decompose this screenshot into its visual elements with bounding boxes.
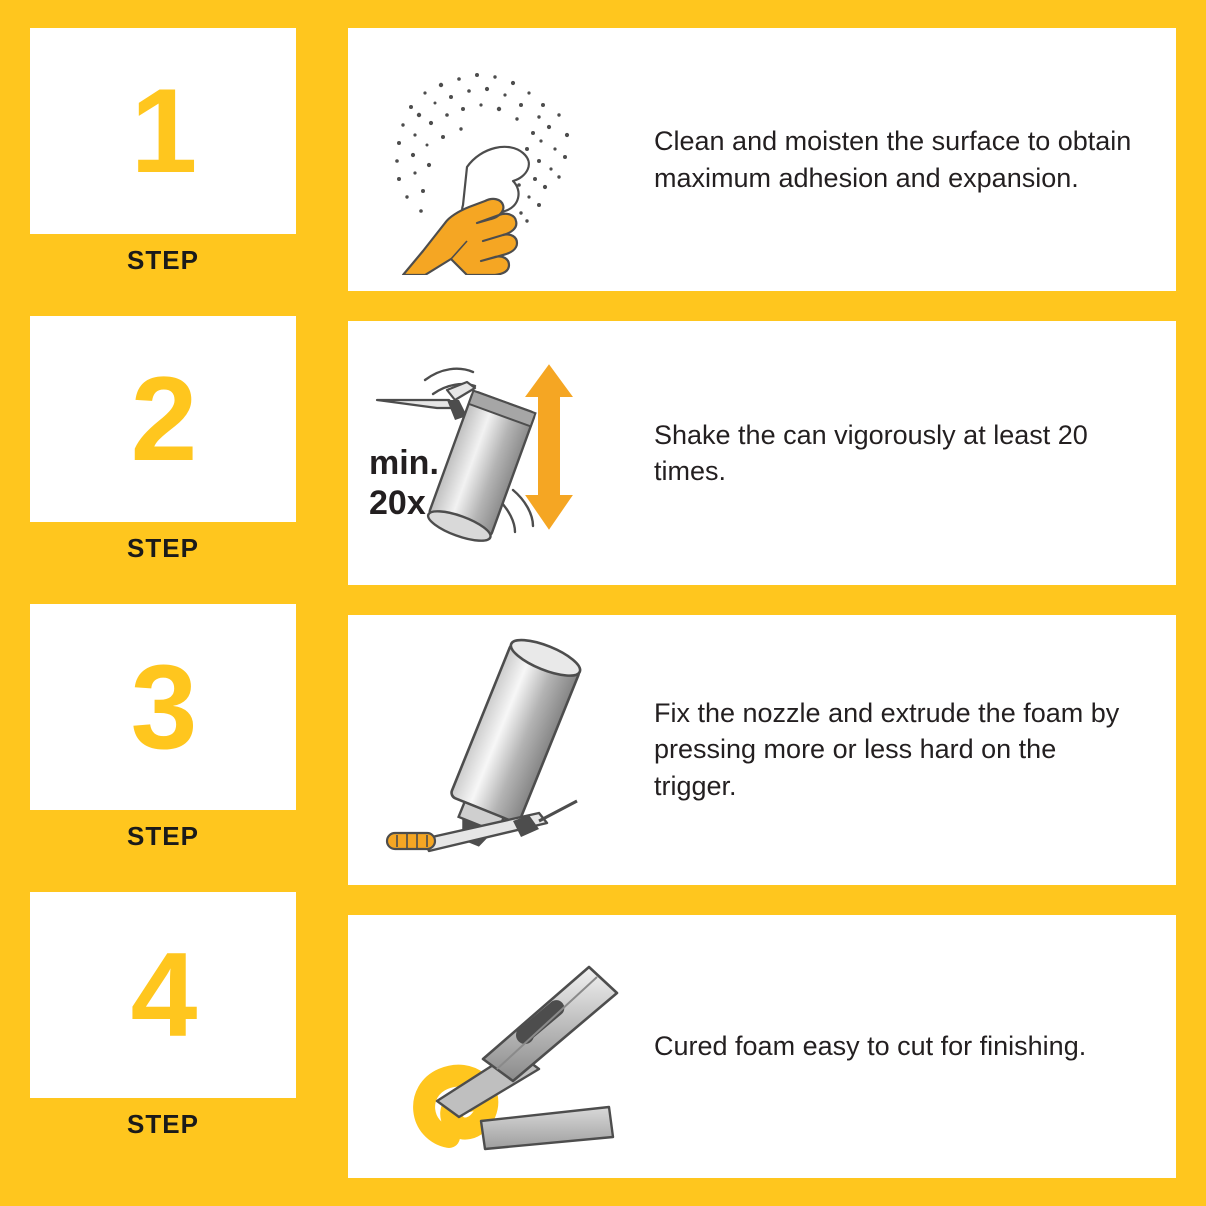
illustration-1 bbox=[358, 38, 648, 281]
instruction-card-2 bbox=[348, 321, 1176, 584]
step-label-4: STEP bbox=[30, 1098, 296, 1150]
instruction-text-2: Shake the can vigorously at least 20 times. bbox=[654, 419, 1088, 486]
annotation-20x: 20x bbox=[369, 483, 426, 522]
illustration-4 bbox=[358, 925, 648, 1168]
instruction-text-1: Clean and moisten the surface to obtain maximum adhesion and expansion. bbox=[654, 126, 1132, 193]
instruction-text-3: Fix the nozzle and extrude the foam by pressing more or less hard on the trigger. bbox=[654, 698, 1120, 801]
step-card-4 bbox=[30, 892, 296, 1150]
step-label-2: STEP bbox=[30, 522, 296, 574]
shaking-foam-can-icon bbox=[363, 338, 643, 568]
step-label-1: STEP bbox=[30, 234, 296, 286]
step-number-2: 2 bbox=[130, 352, 196, 486]
step-card-3 bbox=[30, 604, 296, 862]
step-number-1: 1 bbox=[130, 64, 196, 198]
step-number-4: 4 bbox=[130, 928, 196, 1062]
step-number-column bbox=[0, 0, 322, 1206]
instruction-column bbox=[322, 0, 1206, 1206]
step-number-3: 3 bbox=[130, 640, 196, 774]
illustration-2 bbox=[358, 331, 648, 574]
gloved-hand-wiping-surface-icon bbox=[363, 45, 643, 275]
instruction-card-4 bbox=[348, 915, 1176, 1178]
annotation-min: min. bbox=[369, 443, 439, 482]
foam-gun-extruding-icon bbox=[363, 625, 643, 875]
utility-knife-cutting-foam-icon bbox=[363, 931, 643, 1161]
instruction-card-1 bbox=[348, 28, 1176, 291]
instruction-card-3 bbox=[348, 615, 1176, 885]
instruction-text-4: Cured foam easy to cut for finishing. bbox=[654, 1031, 1087, 1062]
step-card-2 bbox=[30, 316, 296, 574]
step-label-3: STEP bbox=[30, 810, 296, 862]
illustration-3 bbox=[358, 625, 648, 875]
step-card-1 bbox=[30, 28, 296, 286]
